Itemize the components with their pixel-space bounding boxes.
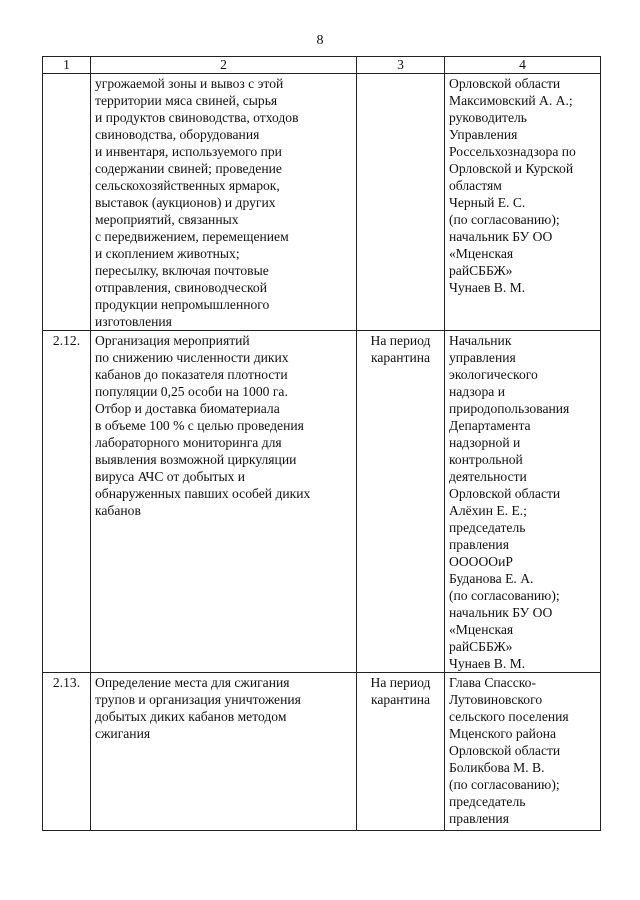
item-number: 2.13. [43,673,91,831]
responsible-text: Начальник управления экологического надзора и природопользования Департамента надзорной и контрольной деятельности Орловской области Алёхин Е. Е.; председатель правления ОООООиР Буданова Е. А. (по согласованию); начальник БУ ОО «Мценская райСББЖ» Чунаев В. М. [445,331,601,673]
column-header: 4 [445,57,601,74]
table-row [43,331,601,673]
item-number [43,74,91,331]
column-header: 3 [357,57,445,74]
measures-table [42,56,601,831]
action-text: угрожаемой зоны и вывоз с этой территории мяса свиней, сырья и продуктов свиноводства, отходов свиноводства, оборудования и инвентаря, используемого при содержании свиней; проведение сельскохозяйственных ярмарок, выставок (аукционов) и других мероприятий, связанных с передвижением, перемещением и скоплением животных; пересылку, включая почтовые отправления, свиноводческой продукции непромышленного изготовления [91,74,357,331]
responsible-text: Глава Спасско- Лутовиновского сельского поселения Мценского района Орловской области Боликбова М. В. (по согласованию); председатель правления [445,673,601,831]
action-text: Организация мероприятий по снижению численности диких кабанов до показателя плотности популяции 0,25 особи на 1000 га. Отбор и доставка биоматериала в объеме 100 % с целью проведения лабораторного мониторинга для выявления возможной циркуляции вируса АЧС от добытых и обнаруженных павших особей диких кабанов [91,331,357,673]
table-row [43,74,601,331]
responsible-text: Орловской области Максимовский А. А.; руководитель Управления Россельхознадзора по Орловской и Курской областям Черный Е. С. (по согласованию); начальник БУ ОО «Мценская райСББЖ» Чунаев В. М. [445,74,601,331]
table-row [43,673,601,831]
column-header: 2 [91,57,357,74]
period-text [357,74,445,331]
table-header-row [43,57,601,74]
period-text: На период карантина [357,331,445,673]
period-text: На период карантина [357,673,445,831]
action-text: Определение места для сжигания трупов и организация уничтожения добытых диких кабанов методом сжигания [91,673,357,831]
column-header: 1 [43,57,91,74]
item-number: 2.12. [43,331,91,673]
page-number: 8 [316,33,324,48]
